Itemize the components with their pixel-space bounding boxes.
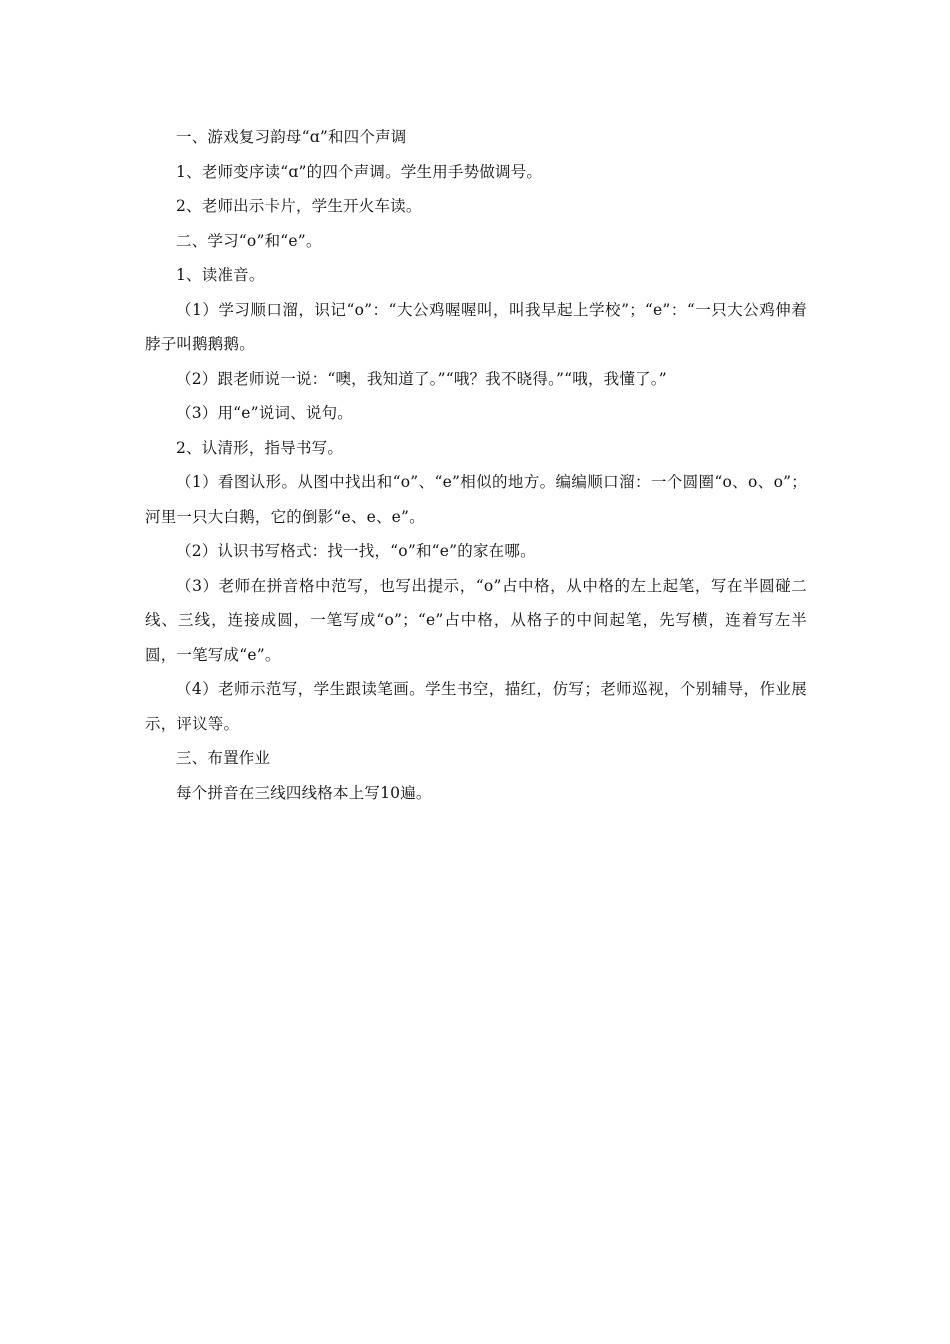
paragraph: 每个拼音在三线四线格本上写10遍。: [176, 783, 432, 802]
section-heading-2: 二、学习“o”和“e”。: [176, 231, 322, 250]
section-heading-3: 三、布置作业: [176, 749, 271, 767]
paragraph: 2、老师出示卡片，学生开火车读。: [176, 197, 422, 215]
subheading: 1、读准音。: [176, 266, 265, 284]
paragraph: （1）学习顺口溜，识记“o”：“大公鸡喔喔叫，叫我早起上学校”；“e”：“一只大公鸡伸着脖子叫鹅鹅鹅。: [145, 300, 807, 353]
paragraph: （2）认识书写格式：找一找，“o”和“e”的家在哪。: [176, 542, 536, 560]
paragraph: （3）老师在拼音格中范写，也写出提示，“o”占中格，从中格的左上起笔，写在半圆碰二线、三线，连接成圆，一笔写成“o”；“e”占中格，从格子的中间起笔，先写横，连着写左半圆，一笔写成“e”。: [145, 576, 807, 664]
paragraph: （3）用“e”说词、说句。: [176, 404, 353, 422]
paragraph: 1、老师变序读“ɑ”的四个声调。学生用手势做调号。: [176, 162, 543, 181]
subheading: 2、认清形，指导书写。: [176, 438, 344, 457]
paragraph: （4）老师示范写，学生跟读笔画。学生书空，描红，仿写；老师巡视，个别辅导，作业展示，评议等。: [145, 680, 807, 733]
paragraph: （1）看图认形。从图中找出和“o”、“e”相似的地方。编编顺口溜：一个圆圈“o、o、o”；河里一只大白鹅，它的倒影“e、e、e”。: [145, 473, 807, 526]
section-heading-1: 一、游戏复习韵母“ɑ”和四个声调: [176, 128, 407, 146]
paragraph: （2）跟老师说一说：“噢，我知道了。”“哦？我不晓得。”“哦，我懂了。”: [176, 369, 667, 388]
document-body: [145, 120, 807, 810]
